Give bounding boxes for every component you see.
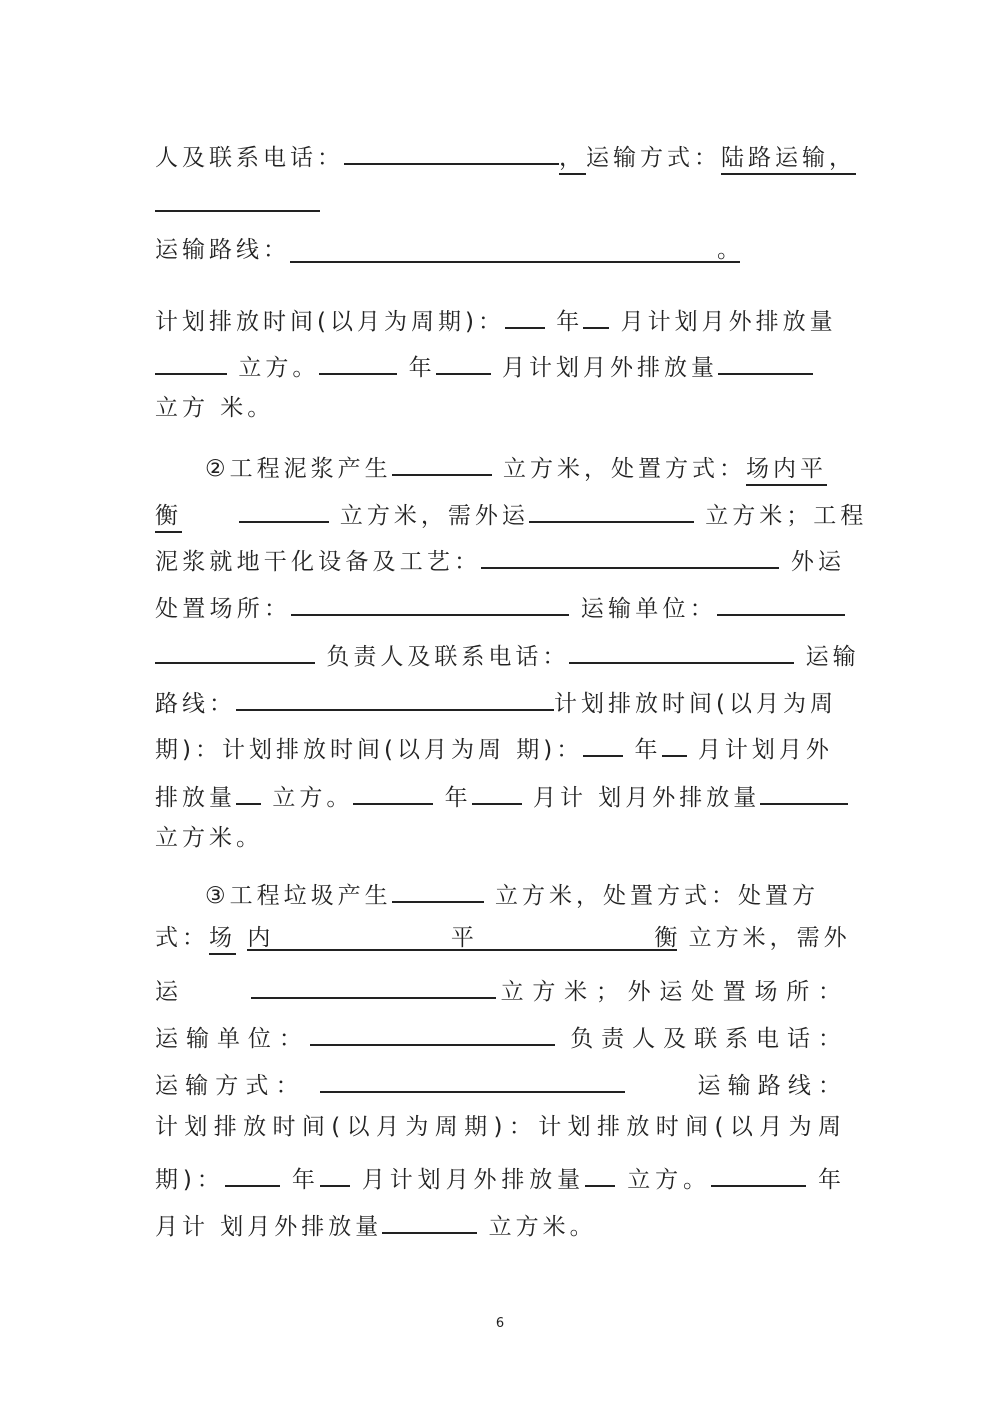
blank[interactable] — [382, 1204, 477, 1234]
label: 立方米，需外 — [688, 925, 851, 951]
disposal-method-value: 场内平 — [746, 456, 827, 486]
label: 年 — [291, 1167, 320, 1193]
blank-month[interactable] — [472, 775, 522, 805]
label: 式： — [155, 925, 209, 951]
line-8 — [155, 493, 868, 529]
disposal-method-value: 衡 — [155, 503, 182, 533]
label: 立方 米。 — [155, 395, 275, 421]
line-18 — [155, 969, 845, 1003]
line-21 — [155, 1110, 845, 1144]
blank-year[interactable] — [319, 345, 397, 375]
disposal-method-value: 内平衡 — [247, 925, 678, 951]
label: 人及联系电话： — [155, 145, 344, 171]
label: 立方。 — [627, 1167, 711, 1193]
blank-month[interactable] — [662, 727, 687, 757]
blank-amount[interactable] — [718, 345, 813, 375]
label: 立方米。 — [488, 1214, 597, 1240]
line-19 — [155, 1016, 845, 1050]
label: 路线： — [155, 691, 236, 717]
blank-month[interactable] — [583, 299, 609, 329]
label: 月计 划月外排放量 — [155, 1214, 383, 1240]
label: 运输路线： — [697, 1073, 846, 1099]
line-12 — [155, 681, 845, 715]
blank[interactable] — [320, 1157, 350, 1187]
label: 运输方式： — [586, 145, 721, 171]
label: 立方米，需外运 — [339, 503, 529, 529]
line-11 — [155, 634, 860, 670]
line-23 — [155, 1204, 845, 1238]
blank-month[interactable] — [436, 345, 491, 375]
label: ③工程垃圾产生 — [205, 883, 392, 909]
label: 年 — [408, 355, 436, 381]
label: 立方米；外运处置场所： — [495, 979, 845, 1005]
label: 负责人及联系电话： — [570, 1026, 846, 1052]
label: 立方米，处置方式： — [502, 456, 746, 482]
label: 运输方式： — [155, 1073, 306, 1099]
label: 立方。 — [272, 785, 354, 811]
label: 排放量 — [155, 785, 236, 811]
label: 月计划月外排放量 — [501, 355, 718, 381]
blank[interactable] — [225, 1157, 280, 1187]
label: 计划排放时间(以月为周期)：计划排放时间(以月为周 — [155, 1114, 845, 1140]
label: 年 — [818, 1167, 846, 1193]
label: 运输单位： — [580, 596, 718, 622]
line-17 — [155, 921, 851, 955]
blank[interactable] — [320, 1063, 625, 1093]
blank[interactable] — [481, 539, 779, 569]
line-20 — [155, 1063, 845, 1097]
label: 计划排放时间(以月为周 — [554, 691, 837, 717]
blank[interactable] — [392, 873, 484, 903]
label: 泥浆就地干化设备及工艺： — [155, 549, 482, 575]
blank[interactable] — [529, 493, 694, 523]
label: 运 — [155, 979, 187, 1005]
line-3 — [155, 233, 845, 267]
label: ， — [559, 145, 586, 175]
blank-route[interactable] — [290, 233, 740, 263]
blank[interactable] — [760, 775, 848, 805]
label: 立方米，处置方式：处置方 — [494, 883, 819, 909]
blank[interactable] — [155, 634, 315, 664]
disposal-method-value: 场 — [209, 925, 236, 955]
line-22 — [155, 1157, 845, 1191]
label: 年 — [634, 737, 662, 763]
line-6 — [155, 391, 845, 425]
label: 运输路线： — [155, 237, 290, 263]
blank[interactable] — [251, 969, 496, 999]
line-4 — [155, 299, 845, 333]
blank-year[interactable] — [353, 775, 433, 805]
label: 立方米。 — [155, 825, 263, 851]
line-10 — [155, 586, 845, 620]
blank-year[interactable] — [583, 727, 623, 757]
line-5 — [155, 345, 845, 379]
label: 外运 — [790, 549, 846, 575]
blank[interactable] — [717, 586, 845, 616]
blank[interactable] — [236, 681, 554, 711]
blank[interactable] — [155, 345, 227, 375]
label: 月计划月外 — [697, 737, 833, 763]
label: 计划排放时间(以月为周期)： — [155, 309, 505, 335]
blank[interactable] — [392, 446, 492, 476]
label: 月计划月外排放量 — [620, 309, 837, 335]
blank[interactable] — [247, 921, 677, 951]
blank[interactable] — [585, 1157, 615, 1187]
blank[interactable] — [291, 586, 569, 616]
label: 年 — [444, 785, 472, 811]
label: 运输单位： — [155, 1026, 310, 1052]
line-1 — [155, 135, 856, 171]
label: 期)：计划排放时间(以月为周 期)： — [155, 737, 584, 763]
line-9 — [155, 539, 845, 573]
line-16 — [205, 873, 845, 907]
label: ②工程泥浆产生 — [205, 456, 392, 482]
label: 立方。 — [238, 355, 320, 381]
blank[interactable] — [711, 1157, 806, 1187]
blank[interactable] — [239, 493, 329, 523]
blank[interactable] — [569, 634, 794, 664]
blank[interactable] — [310, 1016, 555, 1046]
label: 运输 — [805, 644, 860, 670]
blank-contact[interactable] — [344, 135, 559, 165]
label: 月计 划月外排放量 — [532, 785, 761, 811]
label: 立方米；工程 — [705, 503, 868, 529]
label: 年 — [556, 309, 584, 335]
label: 处置场所： — [155, 596, 292, 622]
blank[interactable] — [155, 182, 320, 212]
line-2 — [155, 182, 845, 216]
blank[interactable] — [236, 775, 261, 805]
line-7 — [205, 446, 845, 480]
line-13 — [155, 727, 845, 761]
blank-year[interactable] — [505, 299, 545, 329]
page-number: 6 — [495, 1316, 505, 1331]
label: 期)： — [155, 1167, 225, 1193]
line-15 — [155, 821, 845, 855]
line-14 — [155, 775, 845, 809]
label: 月计划月外排放量 — [361, 1167, 585, 1193]
label: 。 — [717, 237, 740, 263]
label: 负责人及联系电话： — [326, 644, 570, 670]
transport-mode-value: 陆路运输， — [721, 145, 856, 175]
